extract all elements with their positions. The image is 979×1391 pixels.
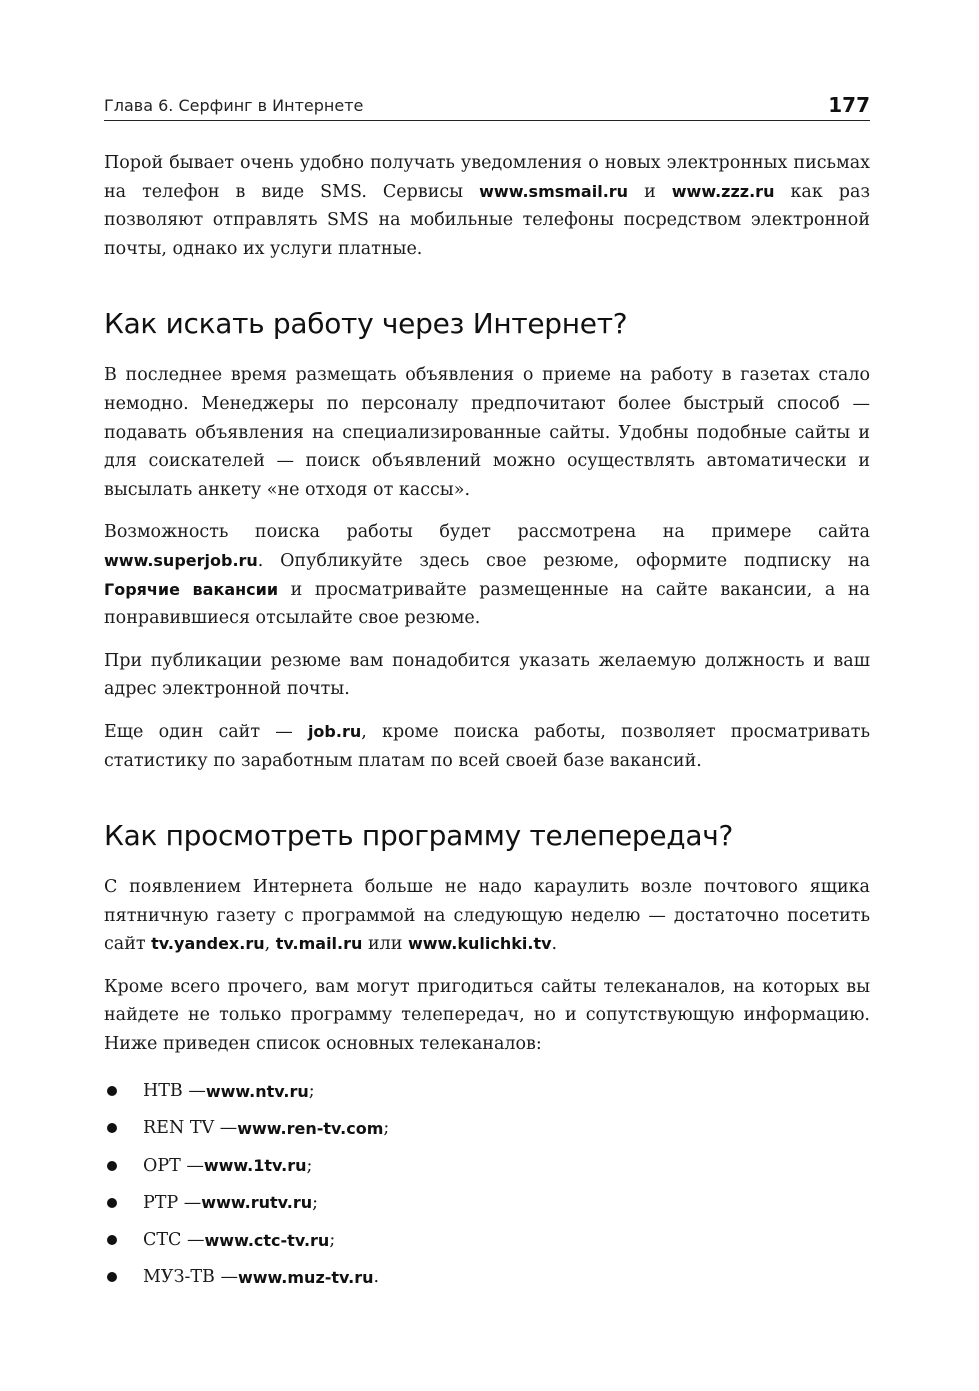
jobs-paragraph-4 — [104, 718, 870, 775]
text-run: ; — [312, 1192, 319, 1213]
channel-name: ОРТ — — [143, 1155, 204, 1176]
link-smsmail: www.smsmail.ru — [479, 181, 629, 201]
channel-url: www.ntv.ru — [205, 1081, 309, 1101]
jobs-paragraph-3: При публикации резюме вам понадобится указать желаемую должность и ваш адрес электронной почты. — [104, 650, 870, 700]
text-run: С появлением Интернета больше не надо караулить возле почтового ящика пятничную газету с программой на следующую неделю — достаточно посетить сайт — [104, 877, 870, 955]
intro-paragraph — [104, 149, 870, 263]
channel-url: www.1tv.ru — [203, 1156, 307, 1176]
text-run: ; — [383, 1118, 390, 1139]
link-job-ru: job.ru — [307, 721, 362, 741]
hot-vacancies-label: Горячие вакансии — [104, 579, 279, 599]
link-kulichki: www.kulichki.tv — [407, 934, 552, 954]
text-run: и просматривайте размещенные на сайте вакансии, а на понравившиеся отсылайте свое резюме. — [104, 579, 870, 629]
text-run: . — [373, 1267, 380, 1288]
channel-name: REN TV — — [143, 1118, 238, 1139]
text-run: Еще один сайт — — [104, 721, 308, 742]
list-item — [104, 1221, 870, 1258]
channel-name: РТР — — [143, 1192, 202, 1213]
text-run: ; — [329, 1230, 336, 1250]
bullet-icon — [107, 1272, 117, 1282]
channel-url: www.rutv.ru — [201, 1193, 313, 1213]
list-item — [104, 1110, 870, 1147]
channel-url: www.ren-tv.com — [237, 1118, 384, 1138]
book-page — [104, 88, 870, 1296]
link-superjob: www.superjob.ru — [104, 550, 258, 570]
chapter-title: Глава 6. Серфинг в Интернете — [104, 96, 364, 115]
channel-name: МУЗ-ТВ — — [143, 1267, 238, 1288]
link-zzz: www.zzz.ru — [671, 181, 775, 201]
text-run: Порой бывает очень удобно получать уведомления о новых электронных письмах на телефон в виде SMS. Сервисы — [104, 153, 870, 202]
list-item — [104, 1184, 870, 1221]
bullet-icon — [107, 1235, 117, 1245]
list-item — [104, 1147, 870, 1184]
text-run: и — [628, 181, 672, 202]
channel-name: НТВ — — [143, 1081, 206, 1102]
tv-paragraph-1 — [104, 873, 870, 959]
running-header — [104, 88, 870, 121]
text-run: . — [551, 934, 558, 955]
text-run: Возможность поиска работы будет рассмотрена на примере сайта — [104, 522, 870, 543]
bullet-icon — [107, 1198, 117, 1208]
list-item — [104, 1073, 870, 1110]
channel-name: СТС — — [143, 1230, 205, 1250]
text-run: или — [362, 934, 408, 955]
text-run: ; — [308, 1081, 315, 1102]
jobs-paragraph-1: В последнее время размещать объявления о приеме на работу в газетах стало немодно. Менеджеры по персоналу предпочитают более быстрый способ — подавать объявления на специализированные сайты. Удобны подобные сайты и для соискателей — поиск объявлений можно осуществлять автоматически и высылать анкету «не отходя от кассы». — [104, 365, 870, 500]
text-run: , кроме поиска работы, позволяет просматривать статистику по заработным платам по всей своей базе вакансий. — [104, 721, 870, 771]
bullet-icon — [107, 1123, 117, 1133]
text-run: , — [264, 934, 276, 955]
bullet-icon — [107, 1161, 117, 1171]
list-item — [104, 1259, 870, 1296]
tv-paragraph-2: Кроме всего прочего, вам могут пригодиться сайты телеканалов, на которых вы найдете не только программу телепередач, но и сопутствующую информацию. Ниже приведен список основных телеканалов: — [104, 976, 870, 1055]
link-tv-mail: tv.mail.ru — [275, 934, 363, 954]
channel-list — [104, 1073, 870, 1296]
jobs-paragraph-2 — [104, 518, 870, 632]
page-number: 177 — [828, 93, 870, 117]
text-run: ; — [306, 1155, 313, 1176]
section-heading-jobs: Как искать работу через Интернет? — [104, 307, 628, 341]
text-run: как раз позволяют отправлять SMS на мобильные телефоны посредством электронной почты, однако их услуги платные. — [104, 181, 870, 259]
text-run: . Опубликуйте здесь свое резюме, оформите подписку на — [257, 550, 870, 571]
link-tv-yandex: tv.yandex.ru — [151, 934, 265, 954]
bullet-icon — [107, 1086, 117, 1096]
channel-url: www.ctc-tv.ru — [204, 1230, 330, 1250]
section-heading-tv: Как просмотреть программу телепередач? — [104, 819, 734, 853]
channel-url: www.muz-tv.ru — [237, 1267, 374, 1287]
